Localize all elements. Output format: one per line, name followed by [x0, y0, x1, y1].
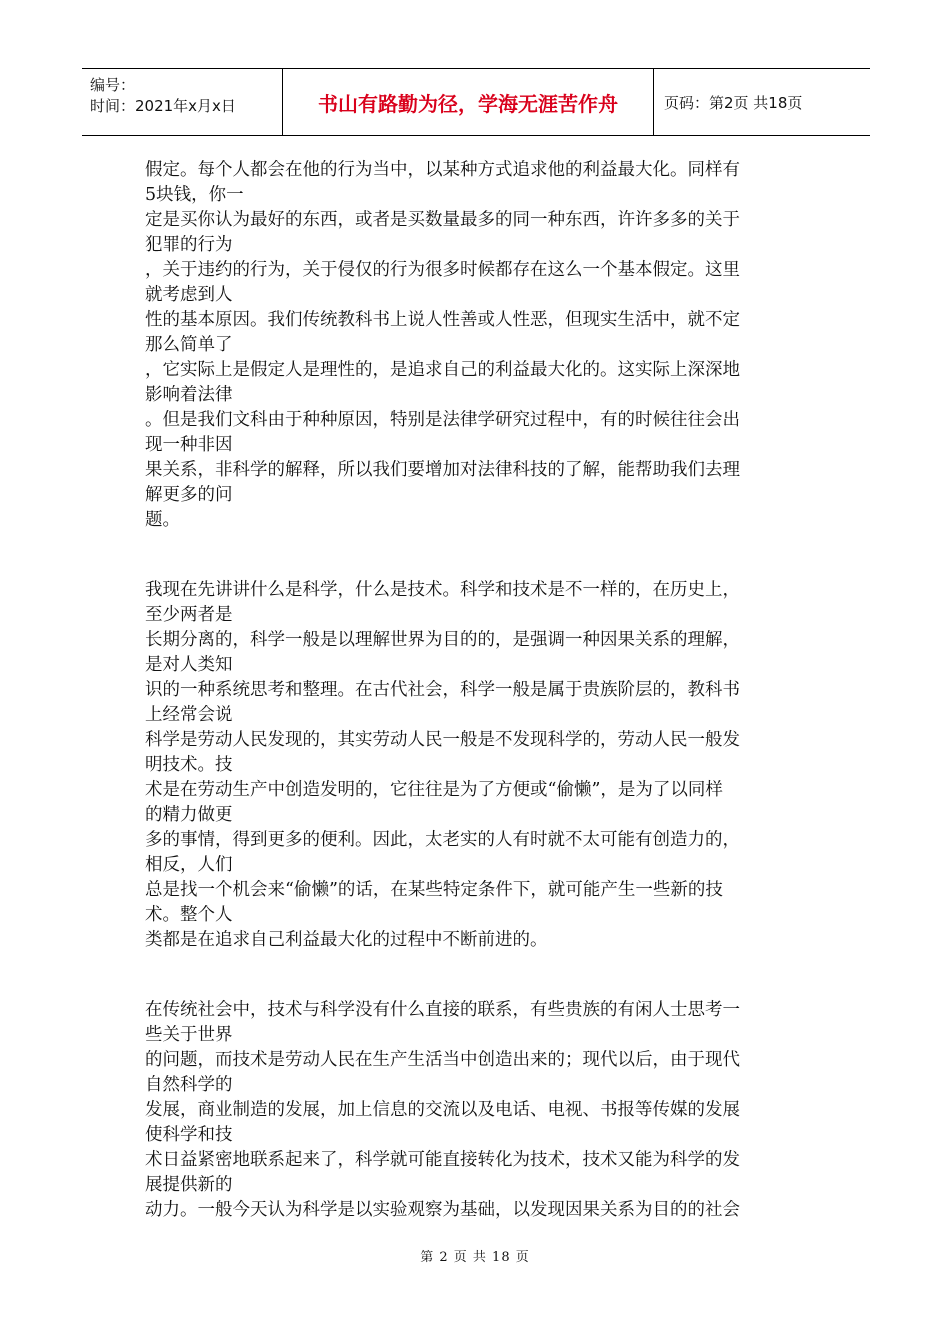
text-line: 相反，人们 — [145, 855, 233, 875]
text-line: 明技术。技 — [145, 755, 233, 775]
text-line: 现一种非因 — [145, 435, 233, 455]
text-line: 果关系，非科学的解释，所以我们要增加对法律科技的了解，能帮助我们去理 — [145, 460, 740, 480]
text-line: 类都是在追求自己利益最大化的过程中不断前进的。 — [145, 930, 548, 950]
text-line: 识的一种系统思考和整理。在古代社会，科学一般是属于贵族阶层的，教科书 — [145, 680, 740, 700]
text-line: 动力。一般今天认为科学是以实验观察为基础，以发现因果关系为目的的社会 — [145, 1200, 740, 1220]
text-line: 科学是劳动人民发现的，其实劳动人民一般是不发现科学的，劳动人民一般发 — [145, 730, 740, 750]
text-line: 犯罪的行为 — [145, 235, 233, 255]
paragraph-gap — [145, 953, 805, 998]
header-motto: 书山有路勤为径，学海无涯苦作舟 — [282, 69, 654, 135]
text-line: 是对人类知 — [145, 655, 233, 675]
text-line: 自然科学的 — [145, 1075, 233, 1095]
text-line: 题。 — [145, 510, 180, 530]
text-line: 些关于世界 — [145, 1025, 233, 1045]
text-line: 定是买你认为最好的东西，或者是买数量最多的同一种东西，许许多多的关于 — [145, 210, 740, 230]
text-line: 假定。每个人都会在他的行为当中，以某种方式追求他的利益最大化。同样有 — [145, 160, 740, 180]
text-line: 。但是我们文科由于种种原因，特别是法律学研究过程中，有的时候往往会出 — [145, 410, 740, 430]
paragraph — [145, 158, 805, 533]
text-line: 术。整个人 — [145, 905, 233, 925]
paragraph — [145, 578, 805, 953]
text-line: 我现在先讲讲什么是科学，什么是技术。科学和技术是不一样的，在历史上， — [145, 580, 740, 600]
text-line: 术日益紧密地联系起来了，科学就可能直接转化为技术，技术又能为科学的发 — [145, 1150, 740, 1170]
text-line: 就考虑到人 — [145, 285, 233, 305]
text-line: 使科学和技 — [145, 1125, 233, 1145]
document-body — [145, 158, 805, 1223]
page-footer: 第 2 页 共 18 页 — [420, 1250, 530, 1265]
text-line: 的精力做更 — [145, 805, 233, 825]
text-line: 的问题，而技术是劳动人民在生产生活当中创造出来的；现代以后，由于现代 — [145, 1050, 740, 1070]
document-header — [82, 68, 870, 136]
text-line: 在传统社会中，技术与科学没有什么直接的联系，有些贵族的有闲人士思考一 — [145, 1000, 740, 1020]
text-line: 5块钱，你一 — [145, 185, 244, 205]
document-number-label: 编号： — [90, 76, 136, 94]
text-line: 上经常会说 — [145, 705, 233, 725]
text-line: 那么简单了 — [145, 335, 233, 355]
paragraph — [145, 998, 805, 1223]
text-line: 解更多的问 — [145, 485, 233, 505]
text-line: 多的事情，得到更多的便利。因此，太老实的人有时就不太可能有创造力的， — [145, 830, 740, 850]
text-line: 总是找一个机会来“偷懒”的话，在某些特定条件下，就可能产生一些新的技 — [145, 880, 723, 900]
paragraph-gap — [145, 533, 805, 578]
text-line: 展提供新的 — [145, 1175, 233, 1195]
document-time-label: 时间：2021年x月x日 — [90, 97, 236, 115]
text-line: 影响着法律 — [145, 385, 233, 405]
header-page-info: 页码：第2页 共18页 — [664, 93, 803, 112]
text-line: 发展，商业制造的发展，加上信息的交流以及电话、电视、书报等传媒的发展 — [145, 1100, 740, 1120]
text-line: ，关于违约的行为，关于侵仅的行为很多时候都存在这么一个基本假定。这里 — [145, 260, 740, 280]
text-line: 性的基本原因。我们传统教科书上说人性善或人性恶，但现实生活中，就不定 — [145, 310, 740, 330]
header-meta — [82, 69, 282, 135]
text-line: 术是在劳动生产中创造发明的，它往往是为了方便或“偷懒”，是为了以同样 — [145, 780, 723, 800]
text-line: 至少两者是 — [145, 605, 233, 625]
text-line: ，它实际上是假定人是理性的，是追求自己的利益最大化的。这实际上深深地 — [145, 360, 740, 380]
text-line: 长期分离的，科学一般是以理解世界为目的的，是强调一种因果关系的理解， — [145, 630, 740, 650]
